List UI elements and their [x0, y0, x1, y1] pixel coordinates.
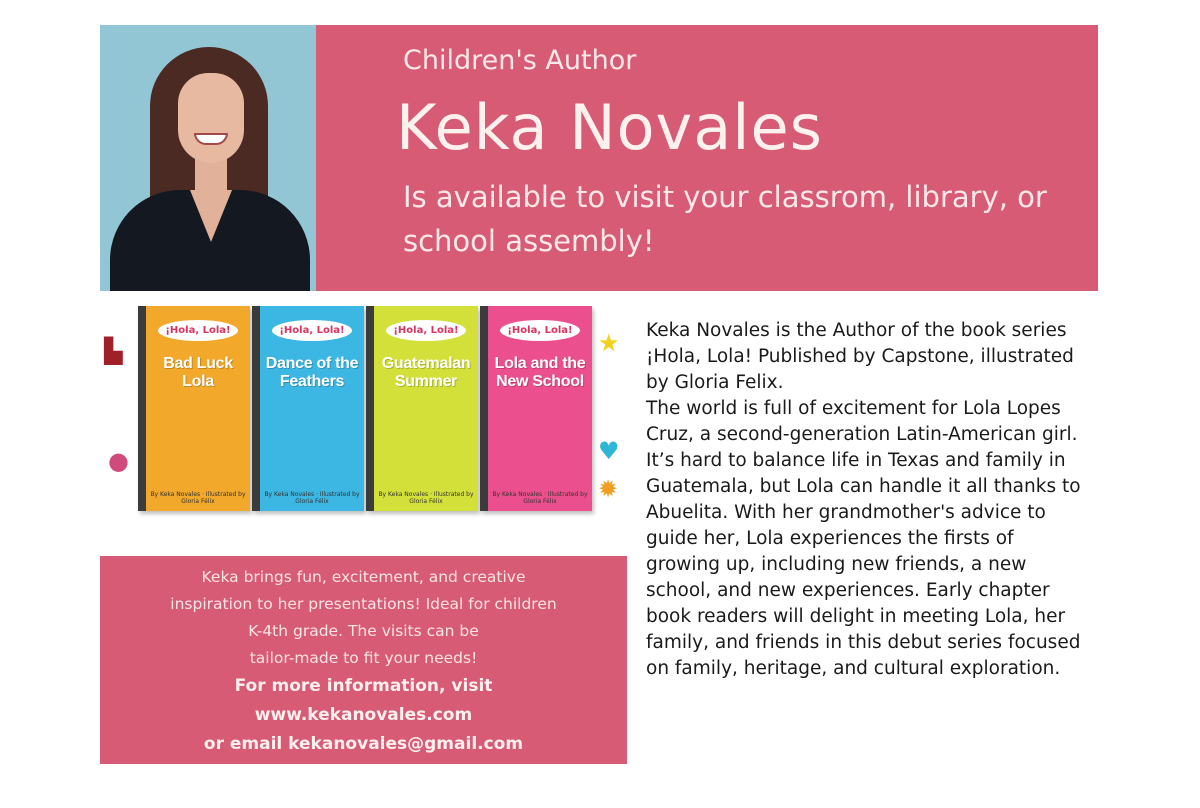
- school-sticker-icon: ▙: [104, 337, 123, 365]
- book-credits: By Keka Novales · Illustrated by Gloria Félix: [378, 491, 474, 505]
- author-name: Keka Novales: [396, 91, 823, 164]
- info-line: tailor-made to fit your needs!: [249, 649, 478, 667]
- series-logo: ¡Hola, Lola!: [500, 320, 579, 341]
- info-line: inspiration to her presentations! Ideal for children: [170, 595, 557, 613]
- cta-text: For more information, visit: [234, 676, 493, 696]
- book-credits: By Keka Novales · Illustrated by Gloria Félix: [264, 491, 360, 505]
- series-logo: ¡Hola, Lola!: [386, 320, 465, 341]
- info-box: [100, 556, 627, 764]
- info-line: Keka brings fun, excitement, and creative: [201, 568, 526, 586]
- header-banner: [100, 25, 1098, 291]
- book-title: Guatemalan Summer: [381, 355, 471, 390]
- availability-text: Is available to visit your classrom, library, or school assembly!: [403, 180, 1047, 258]
- book-title: Lola and the New School: [494, 355, 586, 390]
- series-logo: ¡Hola, Lola!: [158, 320, 237, 341]
- subtitle: Children's Author: [403, 45, 637, 76]
- heart-sticker-icon: ♥: [598, 437, 620, 465]
- book-cover: [366, 306, 478, 511]
- series-logo: ¡Hola, Lola!: [272, 320, 351, 341]
- book-cover: [252, 306, 364, 511]
- book-credits: By Keka Novales · Illustrated by Gloria Félix: [150, 491, 246, 505]
- star-sticker-icon: ★: [598, 329, 620, 357]
- sun-sticker-icon: ✹: [598, 475, 619, 503]
- book-title: Bad Luck Lola: [163, 355, 233, 390]
- cupcake-sticker-icon: ●: [108, 447, 129, 475]
- website-link[interactable]: www.kekanovales.com: [254, 705, 473, 725]
- info-line: K-4th grade. The visits can be: [248, 622, 479, 640]
- book-cover: [480, 306, 592, 511]
- book-credits: By Keka Novales · Illustrated by Gloria Félix: [492, 491, 588, 505]
- book-covers: [100, 298, 630, 523]
- series-description: Keka Novales is the Author of the book series ¡Hola, Lola! Published by Capstone, illustrated by Gloria Felix. The world is full of excitement for Lola Lopes Cruz, a second-generation Latin-American girl. It’s hard to balance life in Texas and family in Guatemala, but Lola can handle it all thanks to Abuelita. With her grandmother's advice to guide her, Lola experiences the firsts of growing up, including new friends, a new school, and new experiences. Early chapter book readers will delight in meeting Lola, her family, and friends in this debut series focused on family, heritage, and cultural exploration.: [646, 320, 1081, 679]
- email-link[interactable]: or email kekanovales@gmail.com: [203, 734, 524, 754]
- book-title: Dance of the Feathers: [265, 355, 359, 390]
- author-photo: [100, 25, 316, 291]
- book-cover: [138, 306, 250, 511]
